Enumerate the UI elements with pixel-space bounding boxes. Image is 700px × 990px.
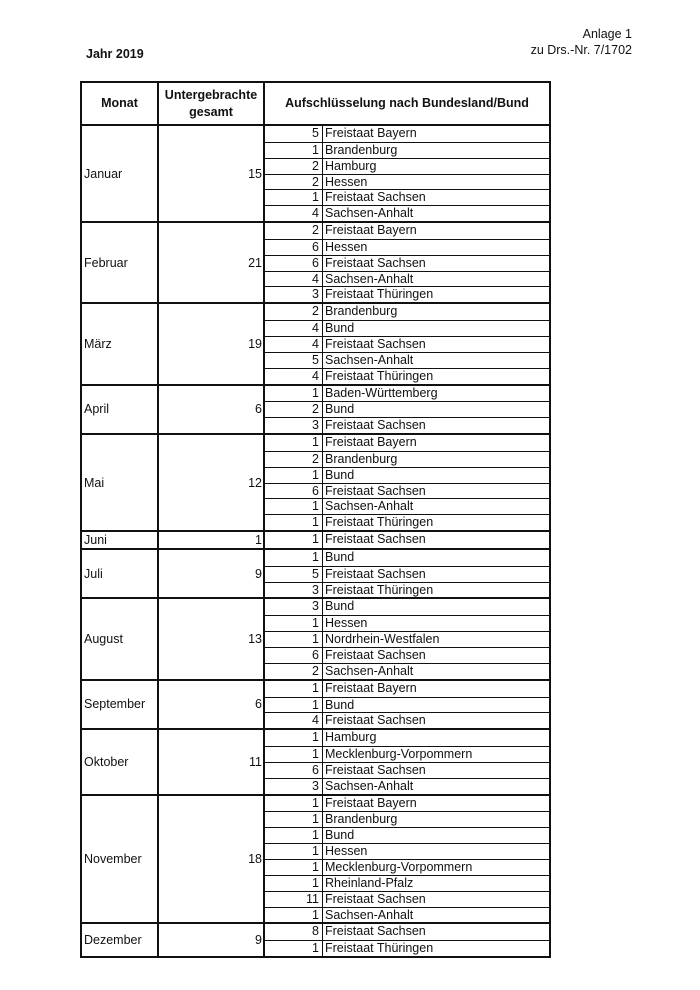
month-name: März (81, 303, 158, 384)
breakdown-row (265, 467, 549, 483)
breakdown-row (265, 746, 549, 762)
breakdown-row (265, 762, 549, 778)
breakdown-state: Bund (325, 549, 355, 564)
breakdown-count: 6 (265, 763, 323, 778)
breakdown-row (265, 451, 549, 467)
breakdown-count: 1 (265, 515, 323, 530)
breakdown-state: Bund (325, 697, 355, 712)
breakdown-count: 1 (265, 860, 323, 875)
breakdown-row (265, 875, 549, 891)
breakdown-row (265, 304, 549, 320)
breakdown-state: Rheinland-Pfalz (325, 875, 414, 890)
breakdown-count: 1 (265, 386, 323, 402)
breakdown-count: 4 (265, 272, 323, 287)
breakdown-state: Freistaat Sachsen (325, 762, 426, 777)
breakdown-count: 1 (265, 730, 323, 746)
month-name: Dezember (81, 923, 158, 957)
breakdown-row (265, 924, 549, 940)
breakdown-state: Hamburg (325, 730, 377, 745)
breakdown-cell (264, 303, 550, 384)
table-header-row (81, 82, 550, 125)
breakdown-count: 3 (265, 418, 323, 433)
month-row (81, 680, 550, 730)
breakdown-state: Brandenburg (325, 812, 398, 827)
breakdown-count: 4 (265, 337, 323, 352)
breakdown-count: 5 (265, 353, 323, 368)
month-row (81, 303, 550, 384)
month-total: 19 (158, 303, 264, 384)
breakdown-row (265, 843, 549, 859)
breakdown-state: Brandenburg (325, 304, 398, 319)
month-row (81, 923, 550, 957)
month-name: Februar (81, 222, 158, 303)
month-name: August (81, 598, 158, 679)
breakdown-state: Freistaat Sachsen (325, 924, 426, 939)
breakdown-row (265, 142, 549, 158)
breakdown-count: 1 (265, 698, 323, 713)
month-total: 6 (158, 680, 264, 730)
breakdown-row (265, 615, 549, 631)
breakdown-state: Hessen (325, 174, 368, 189)
breakdown-state: Freistaat Bayern (325, 435, 417, 450)
breakdown-state: Freistaat Sachsen (325, 566, 426, 581)
breakdown-count: 6 (265, 484, 323, 499)
month-total: 9 (158, 549, 264, 599)
breakdown-count: 1 (265, 532, 323, 548)
breakdown-count: 6 (265, 240, 323, 255)
breakdown-state: Nordrhein-Westfalen (325, 632, 440, 647)
breakdown-state: Freistaat Sachsen (325, 255, 426, 270)
breakdown-state: Freistaat Sachsen (325, 418, 426, 433)
breakdown-state: Freistaat Bayern (325, 680, 417, 695)
month-row (81, 434, 550, 531)
breakdown-row (265, 566, 549, 582)
month-total: 6 (158, 385, 264, 435)
breakdown-row (265, 532, 549, 548)
breakdown-row (265, 417, 549, 433)
breakdown-count: 1 (265, 796, 323, 812)
breakdown-row (265, 647, 549, 663)
breakdown-count: 5 (265, 567, 323, 582)
breakdown-state: Hessen (325, 239, 368, 254)
breakdown-row (265, 631, 549, 647)
breakdown-state: Freistaat Bayern (325, 223, 417, 238)
breakdown-row (265, 368, 549, 384)
breakdown-state: Freistaat Thüringen (325, 515, 434, 530)
breakdown-count: 2 (265, 175, 323, 190)
breakdown-count: 2 (265, 664, 323, 679)
breakdown-row (265, 712, 549, 728)
breakdown-state: Bund (325, 828, 355, 843)
breakdown-count: 2 (265, 402, 323, 417)
breakdown-row (265, 126, 549, 142)
breakdown-count: 2 (265, 159, 323, 174)
breakdown-state: Hessen (325, 616, 368, 631)
month-total: 11 (158, 729, 264, 794)
annex-label: Anlage 1 (582, 27, 632, 41)
breakdown-state: Freistaat Sachsen (325, 532, 426, 547)
breakdown-count: 6 (265, 648, 323, 663)
breakdown-row (265, 796, 549, 812)
breakdown-row (265, 663, 549, 679)
breakdown-count: 2 (265, 223, 323, 239)
breakdown-cell (264, 598, 550, 679)
breakdown-row (265, 859, 549, 875)
breakdown-count: 1 (265, 876, 323, 891)
breakdown-count: 8 (265, 924, 323, 940)
breakdown-count: 4 (265, 369, 323, 384)
breakdown-state: Bund (325, 599, 355, 614)
breakdown-row (265, 320, 549, 336)
breakdown-state: Brandenburg (325, 142, 398, 157)
month-total: 18 (158, 795, 264, 924)
month-name: November (81, 795, 158, 924)
breakdown-count: 2 (265, 304, 323, 320)
breakdown-state: Freistaat Thüringen (325, 368, 434, 383)
breakdown-count: 1 (265, 844, 323, 859)
breakdown-count: 1 (265, 435, 323, 451)
breakdown-state: Freistaat Sachsen (325, 648, 426, 662)
breakdown-count: 2 (265, 452, 323, 467)
breakdown-row (265, 891, 549, 907)
breakdown-row (265, 811, 549, 827)
month-total: 13 (158, 598, 264, 679)
breakdown-row (265, 401, 549, 417)
breakdown-row (265, 940, 549, 956)
column-header-breakdown: Aufschlüsselung nach Bundesland/Bund (264, 82, 550, 125)
breakdown-count: 3 (265, 583, 323, 598)
breakdown-row (265, 223, 549, 239)
placements-table (80, 81, 551, 958)
month-row (81, 549, 550, 599)
month-name: Oktober (81, 729, 158, 794)
breakdown-cell (264, 531, 550, 549)
breakdown-count: 4 (265, 713, 323, 728)
breakdown-row (265, 286, 549, 302)
breakdown-count: 4 (265, 321, 323, 336)
month-name: April (81, 385, 158, 435)
month-name: Januar (81, 125, 158, 222)
breakdown-count: 5 (265, 126, 323, 142)
breakdown-cell (264, 385, 550, 435)
breakdown-row (265, 189, 549, 205)
breakdown-row (265, 174, 549, 190)
breakdown-row (265, 599, 549, 615)
breakdown-state: Freistaat Thüringen (325, 941, 434, 956)
breakdown-state: Mecklenburg-Vorpommern (325, 747, 473, 762)
breakdown-row (265, 697, 549, 713)
breakdown-count: 1 (265, 632, 323, 647)
breakdown-count: 1 (265, 190, 323, 205)
breakdown-row (265, 827, 549, 843)
breakdown-state: Sachsen-Anhalt (325, 778, 414, 793)
breakdown-row (265, 352, 549, 368)
month-total: 15 (158, 125, 264, 222)
breakdown-state: Sachsen-Anhalt (325, 352, 414, 367)
breakdown-state: Sachsen-Anhalt (325, 663, 414, 678)
breakdown-state: Freistaat Sachsen (325, 190, 426, 205)
month-name: September (81, 680, 158, 730)
month-row (81, 222, 550, 303)
breakdown-state: Brandenburg (325, 451, 398, 466)
annex-reference (531, 26, 632, 58)
breakdown-row (265, 550, 549, 566)
month-total: 9 (158, 923, 264, 957)
breakdown-row (265, 483, 549, 499)
breakdown-count: 1 (265, 908, 323, 923)
breakdown-row (265, 435, 549, 451)
breakdown-row (265, 498, 549, 514)
breakdown-state: Sachsen-Anhalt (325, 499, 414, 514)
breakdown-state: Bund (325, 402, 355, 417)
breakdown-count: 1 (265, 941, 323, 956)
breakdown-cell (264, 923, 550, 957)
breakdown-count: 1 (265, 828, 323, 843)
breakdown-state: Bund (325, 467, 355, 482)
breakdown-state: Sachsen-Anhalt (325, 907, 414, 922)
breakdown-state: Freistaat Thüringen (325, 287, 434, 302)
breakdown-count: 1 (265, 143, 323, 158)
breakdown-row (265, 239, 549, 255)
breakdown-state: Bund (325, 321, 355, 336)
year-heading: Jahr 2019 (86, 47, 144, 61)
breakdown-row (265, 205, 549, 221)
breakdown-state: Freistaat Sachsen (325, 713, 426, 728)
breakdown-count: 1 (265, 812, 323, 827)
breakdown-cell (264, 549, 550, 599)
breakdown-state: Freistaat Bayern (325, 126, 417, 140)
breakdown-row (265, 255, 549, 271)
breakdown-count: 1 (265, 747, 323, 762)
breakdown-row (265, 907, 549, 923)
breakdown-state: Sachsen-Anhalt (325, 271, 414, 286)
breakdown-state: Freistaat Thüringen (325, 582, 434, 597)
breakdown-row (265, 386, 549, 402)
month-name: Juni (81, 531, 158, 549)
breakdown-state: Hamburg (325, 158, 377, 173)
month-total: 1 (158, 531, 264, 549)
breakdown-row (265, 681, 549, 697)
breakdown-count: 1 (265, 499, 323, 514)
breakdown-row (265, 514, 549, 530)
month-name: Mai (81, 434, 158, 531)
month-row (81, 795, 550, 924)
breakdown-state: Freistaat Sachsen (325, 891, 426, 906)
breakdown-row (265, 336, 549, 352)
breakdown-row (265, 730, 549, 746)
breakdown-state: Freistaat Sachsen (325, 483, 426, 498)
breakdown-count: 3 (265, 287, 323, 302)
breakdown-state: Freistaat Bayern (325, 795, 417, 810)
breakdown-state: Sachsen-Anhalt (325, 206, 414, 221)
breakdown-count: 4 (265, 206, 323, 221)
breakdown-row (265, 778, 549, 794)
breakdown-row (265, 582, 549, 598)
column-header-total: Untergebrachte gesamt (158, 82, 264, 125)
breakdown-count: 11 (265, 892, 323, 907)
breakdown-count: 1 (265, 681, 323, 697)
breakdown-count: 1 (265, 468, 323, 483)
breakdown-count: 3 (265, 599, 323, 615)
breakdown-cell (264, 680, 550, 730)
month-row (81, 598, 550, 679)
breakdown-count: 1 (265, 550, 323, 566)
month-total: 12 (158, 434, 264, 531)
month-row (81, 729, 550, 794)
month-row (81, 385, 550, 435)
month-total: 21 (158, 222, 264, 303)
breakdown-cell (264, 434, 550, 531)
breakdown-cell (264, 125, 550, 222)
breakdown-count: 1 (265, 616, 323, 631)
breakdown-state: Hessen (325, 844, 368, 859)
breakdown-cell (264, 729, 550, 794)
breakdown-count: 6 (265, 256, 323, 271)
breakdown-state: Mecklenburg-Vorpommern (325, 859, 473, 874)
breakdown-cell (264, 795, 550, 924)
breakdown-count: 3 (265, 779, 323, 794)
month-name: Juli (81, 549, 158, 599)
breakdown-state: Baden-Württemberg (325, 385, 438, 400)
breakdown-row (265, 158, 549, 174)
breakdown-cell (264, 222, 550, 303)
month-row (81, 531, 550, 549)
breakdown-row (265, 271, 549, 287)
column-header-month: Monat (81, 82, 158, 125)
month-row (81, 125, 550, 222)
document-number: zu Drs.-Nr. 7/1702 (530, 43, 632, 57)
breakdown-state: Freistaat Sachsen (325, 336, 426, 351)
